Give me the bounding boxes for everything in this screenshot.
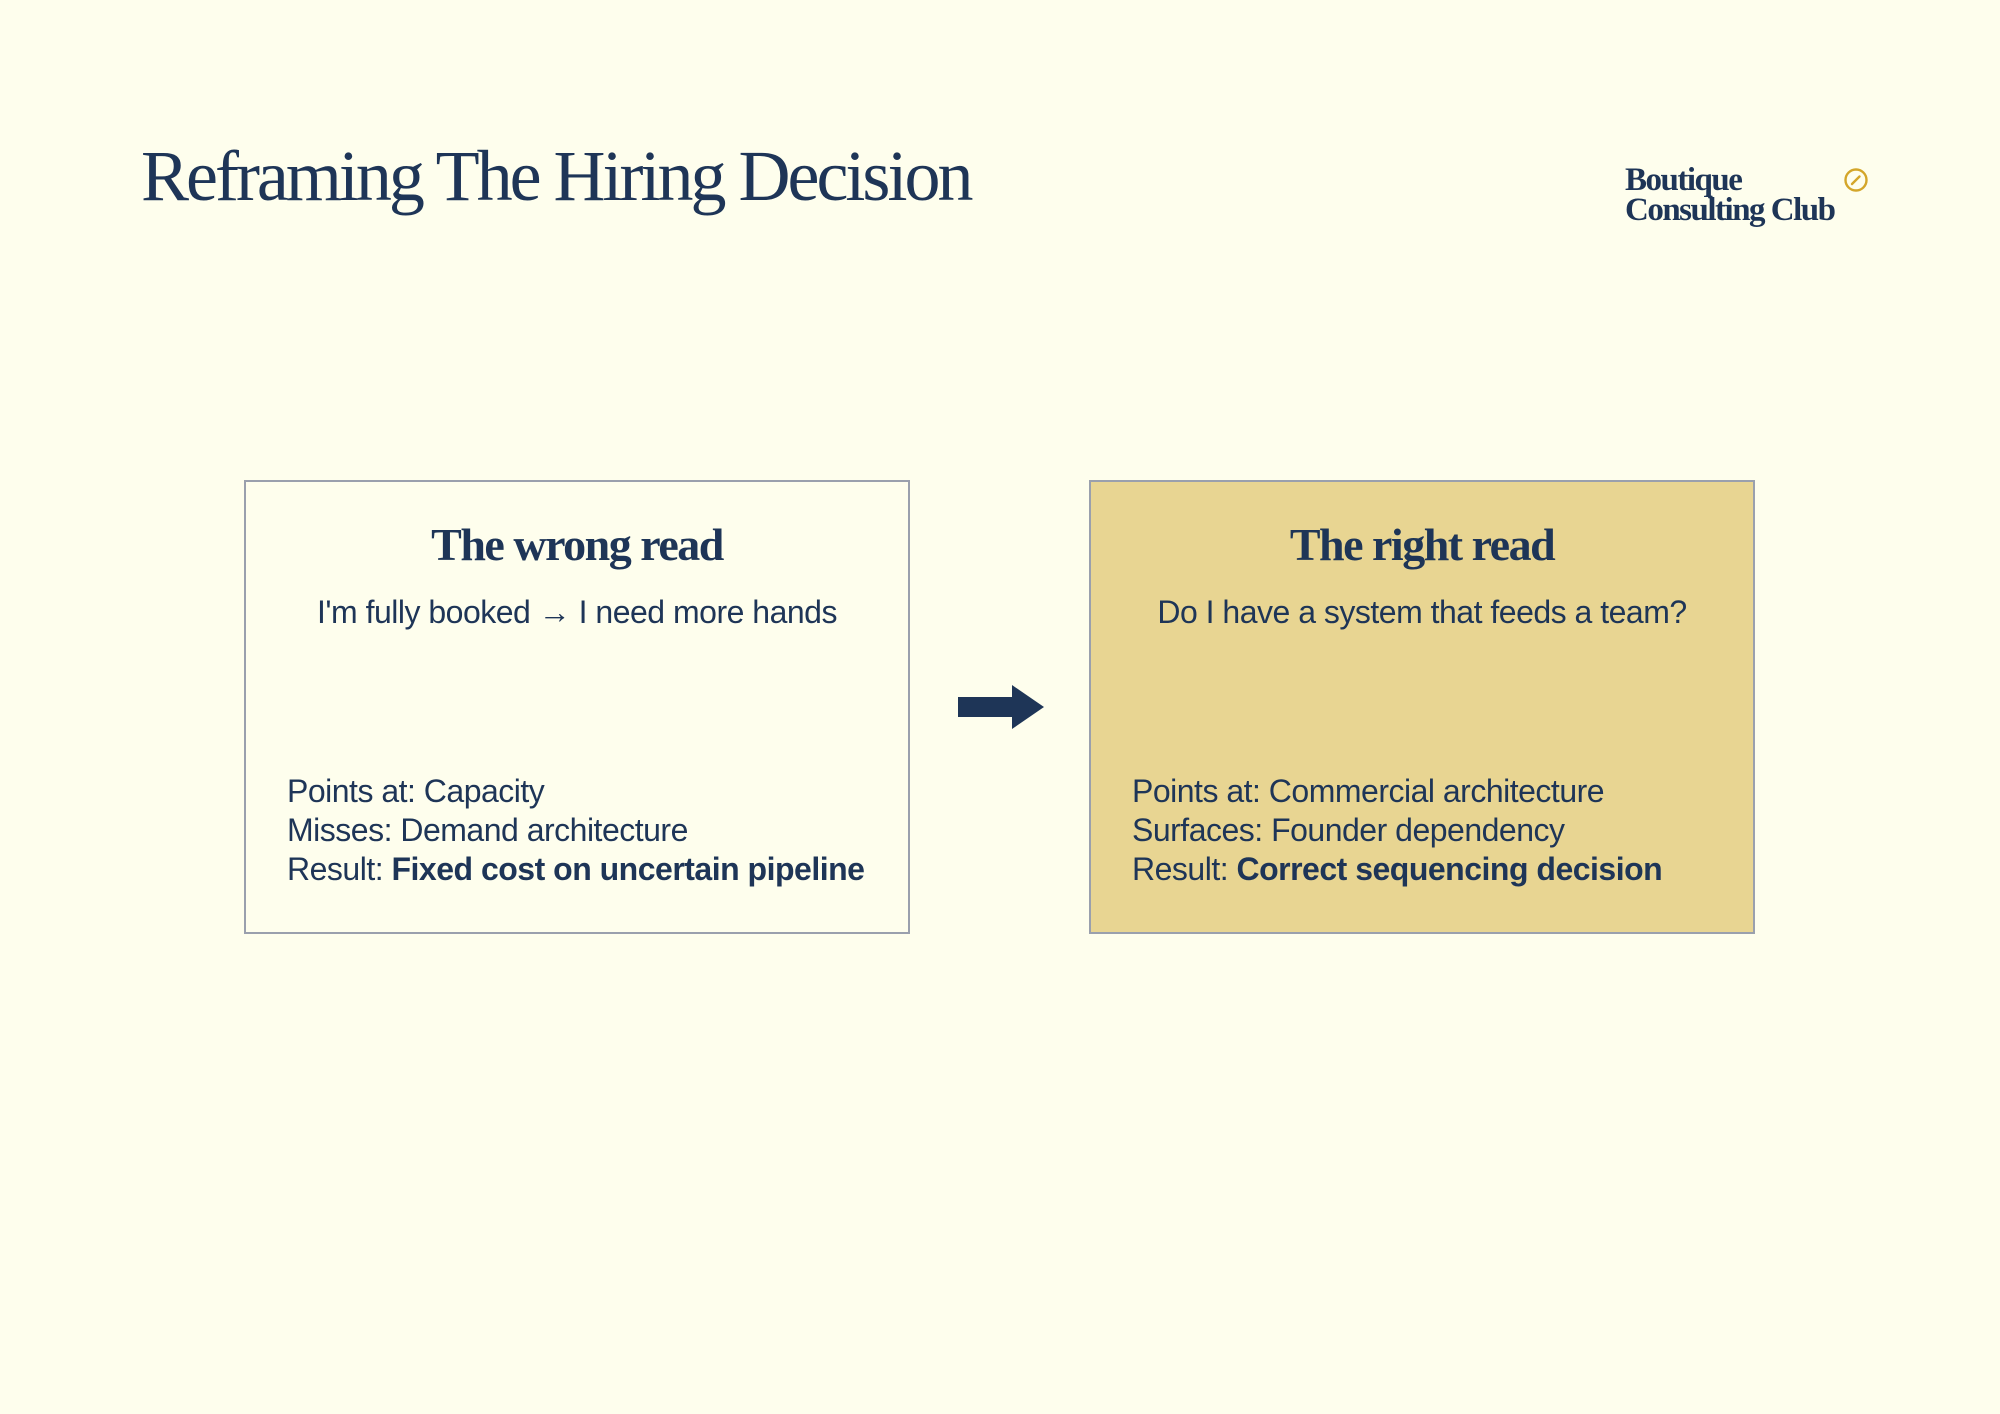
right-arrow-icon (958, 685, 1044, 729)
detail-line (1132, 772, 1662, 811)
logo-line-1: Boutique (1625, 162, 1742, 198)
detail-label: Misses: (287, 812, 401, 848)
detail-value: Commercial architecture (1268, 773, 1605, 809)
logo (1625, 164, 1875, 234)
detail-line (287, 772, 864, 811)
right-read-card (1089, 480, 1755, 934)
page-title: Reframing The Hiring Decision (141, 136, 971, 216)
wrong-read-card (244, 480, 910, 934)
detail-line (287, 850, 864, 889)
detail-label: Surfaces: (1132, 812, 1272, 848)
detail-value: Founder dependency (1271, 812, 1565, 848)
card-subtitle: I'm fully booked → I need more hands (317, 594, 837, 630)
detail-line (1132, 811, 1662, 850)
card-details (1132, 772, 1662, 889)
result-value: Correct sequencing decision (1236, 851, 1663, 887)
detail-line (1132, 850, 1662, 889)
detail-value: Capacity (423, 773, 545, 809)
result-value: Fixed cost on uncertain pipeline (391, 851, 865, 887)
detail-label: Points at: (287, 773, 424, 809)
detail-value: Demand architecture (400, 812, 688, 848)
compass-icon (1843, 167, 1869, 193)
card-subtitle: Do I have a system that feeds a team? (1157, 594, 1687, 630)
detail-label: Result: (1132, 851, 1237, 887)
detail-line (287, 811, 864, 850)
detail-label: Result: (287, 851, 392, 887)
detail-label: Points at: (1132, 773, 1269, 809)
card-details (287, 772, 864, 889)
card-title: The right read (1289, 519, 1555, 570)
card-title: The wrong read (431, 519, 723, 570)
logo-line-2: Consulting Club (1625, 192, 1835, 228)
